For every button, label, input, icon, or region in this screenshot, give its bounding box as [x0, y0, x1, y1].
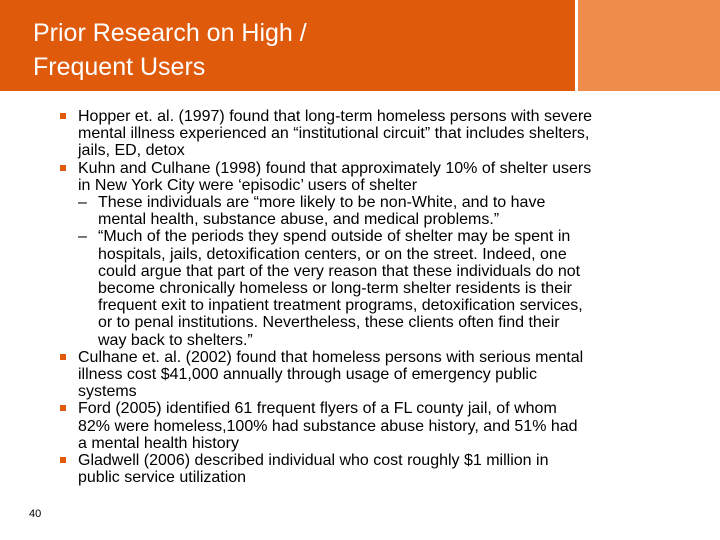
- sub-bullet-line: hospitals, jails, detoxification centers, or on the street. Indeed, one: [98, 245, 567, 263]
- bullet-line: 82% were homeless,100% had substance abuse history, and 51% had: [78, 417, 578, 435]
- sub-bullet-line: could argue that part of the very reason that these individuals do not: [98, 262, 581, 280]
- dash-bullet-icon: –: [78, 228, 87, 246]
- slide-title-line-2: Frequent Users: [33, 53, 206, 81]
- bullet-line: illness cost $41,000 annually through usage of emergency public: [78, 366, 537, 384]
- bullet-line: Gladwell (2006) described individual who cost roughly $1 million in: [78, 452, 549, 470]
- sub-bullet-line: mental health, substance abuse, and medical problems.”: [98, 211, 500, 229]
- dash-bullet-icon: –: [78, 194, 87, 212]
- sub-bullet-line: These individuals are “more likely to be non-White, and to have: [98, 194, 546, 212]
- bullet-line: jails, ED, detox: [78, 142, 185, 160]
- page-number: 40: [29, 508, 42, 520]
- bullet-line: systems: [78, 383, 137, 401]
- bullet-list: [60, 108, 710, 486]
- bullet-line: in New York City were ‘episodic’ users of shelter: [78, 176, 418, 194]
- sub-bullet-line: “Much of the periods they spend outside of shelter may be spent in: [98, 228, 571, 246]
- bullet-line: Ford (2005) identified 61 frequent flyers of a FL county jail, of whom: [78, 400, 557, 418]
- bullet-item-hopper: [60, 108, 710, 160]
- title-accent-block: [578, 0, 720, 91]
- square-bullet-icon: [60, 405, 66, 411]
- bullet-line: Culhane et. al. (2002) found that homeless persons with serious mental: [78, 348, 584, 366]
- bullet-item-gladwell: [60, 452, 710, 486]
- bullet-item-ford: [60, 400, 710, 452]
- bullet-item-kuhn-culhane: [60, 160, 710, 194]
- square-bullet-icon: [60, 113, 66, 119]
- sub-bullet-item-quote: [60, 228, 710, 348]
- bullet-line: Kuhn and Culhane (1998) found that approximately 10% of shelter users: [78, 159, 592, 177]
- sub-bullet-line: frequent exit to inpatient treatment programs, detoxification services,: [98, 297, 583, 315]
- sub-bullet-line: become chronically homeless or long-term shelter residents is their: [98, 280, 572, 298]
- bullet-line: Hopper et. al. (1997) found that long-term homeless persons with severe: [78, 108, 593, 125]
- square-bullet-icon: [60, 457, 66, 463]
- square-bullet-icon: [60, 165, 66, 171]
- sub-bullet-line: way back to shelters.”: [98, 331, 253, 349]
- bullet-line: a mental health history: [78, 434, 239, 452]
- square-bullet-icon: [60, 354, 66, 360]
- slide-title: [33, 16, 573, 84]
- bullet-line: public service utilization: [78, 469, 247, 487]
- sub-bullet-line: or to penal institutions. Nevertheless, these clients often find their: [98, 314, 560, 332]
- bullet-item-culhane: [60, 349, 710, 401]
- slide-title-line-1: Prior Research on High /: [33, 19, 307, 47]
- bullet-line: mental illness experienced an “institutional circuit” that includes shelters,: [78, 125, 590, 143]
- sub-bullet-item-demographics: [60, 194, 710, 228]
